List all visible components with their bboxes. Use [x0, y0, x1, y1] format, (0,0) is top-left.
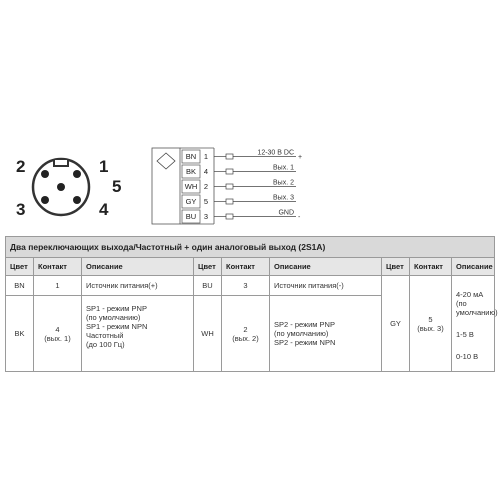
header-color-2: Цвет	[194, 258, 222, 276]
wire-terminal	[226, 154, 233, 159]
wire-color-code: BK	[185, 167, 197, 177]
wiring-rows	[182, 150, 302, 224]
cell-color: BN	[6, 276, 34, 296]
cell-description: Источник питания(-)	[270, 276, 382, 296]
table-title: Два переключающих выхода/Частотный + один аналоговый выход (2S1A)	[6, 237, 495, 258]
pin-label-3: 3	[16, 200, 26, 219]
cell-contact: 5 (вых. 3)	[410, 276, 452, 372]
pin-label-2: 2	[16, 157, 26, 176]
wire-color-code: BU	[185, 212, 197, 222]
pinout-table-container	[5, 236, 498, 372]
table-header-row	[6, 258, 495, 276]
wire-polarity-sign: -	[298, 214, 301, 221]
pin-label-4: 4	[99, 200, 109, 219]
wire-color-code: GY	[185, 197, 197, 207]
header-desc-1: Описание	[82, 258, 194, 276]
header-contact-1: Контакт	[34, 258, 82, 276]
wire-terminal	[226, 214, 233, 219]
header-desc-3: Описание	[452, 258, 495, 276]
wire-pin-number: 2	[203, 182, 209, 192]
wire-polarity-sign: +	[298, 154, 303, 161]
connector-face	[33, 159, 89, 215]
wire-terminal	[226, 199, 233, 204]
connector-diagram	[0, 0, 500, 240]
cell-description-analog	[452, 276, 498, 372]
pin-4-dot	[73, 196, 81, 204]
pin-label-1: 1	[99, 157, 109, 176]
cell-contact: 1	[34, 276, 82, 296]
wire-signal-label: 12-30 В DC	[257, 149, 294, 157]
header-desc-2: Описание	[270, 258, 382, 276]
header-contact-3: Контакт	[410, 258, 452, 276]
wire-signal-label: Вых. 1	[273, 164, 294, 172]
pin-2-dot	[41, 170, 49, 178]
wire-terminal	[226, 184, 233, 189]
header-color-1: Цвет	[6, 258, 34, 276]
cell-color: BU	[194, 276, 222, 296]
pin-1-dot	[73, 170, 81, 178]
wire-signal-label: Вых. 3	[273, 194, 294, 202]
cell-color: GY	[382, 276, 410, 372]
wire-signal-label: GND	[278, 209, 294, 217]
pinout-table	[5, 236, 498, 372]
analog-option-voltage-1-5: 1-5 В	[456, 329, 474, 339]
cell-description: SP1 - режим PNP (по умолчанию) SP1 - режим NPN Частотный (до 100 Гц)	[82, 296, 194, 372]
wire-terminal	[226, 169, 233, 174]
pin-3-dot	[41, 196, 49, 204]
wire-color-code: WH	[184, 182, 198, 192]
analog-option-voltage-0-10: 0-10 В	[456, 351, 479, 361]
header-color-3: Цвет	[382, 258, 410, 276]
cell-description: SP2 - режим PNP (по умолчанию) SP2 - режим NPN	[270, 296, 382, 372]
cell-contact: 2 (вых. 2)	[222, 296, 270, 372]
header-contact-2: Контакт	[222, 258, 270, 276]
wire-pin-number: 1	[203, 152, 209, 162]
wire-pin-number: 3	[203, 212, 209, 222]
cell-contact: 3	[222, 276, 270, 296]
wire-pin-number: 5	[203, 197, 209, 207]
pin-5-dot	[57, 183, 65, 191]
cell-contact: 4 (вых. 1)	[34, 296, 82, 372]
cell-color: WH	[194, 296, 222, 372]
cell-description: Источник питания(+)	[82, 276, 194, 296]
wire-signal-label: Вых. 2	[273, 179, 294, 187]
analog-option-current: 4-20 мА (по умолчанию)	[456, 289, 498, 317]
wire-pin-number: 4	[203, 167, 209, 177]
pin-label-5: 5	[112, 177, 122, 196]
wire-color-code: BN	[185, 152, 197, 162]
cell-color: BK	[6, 296, 34, 372]
table-row	[6, 276, 495, 296]
